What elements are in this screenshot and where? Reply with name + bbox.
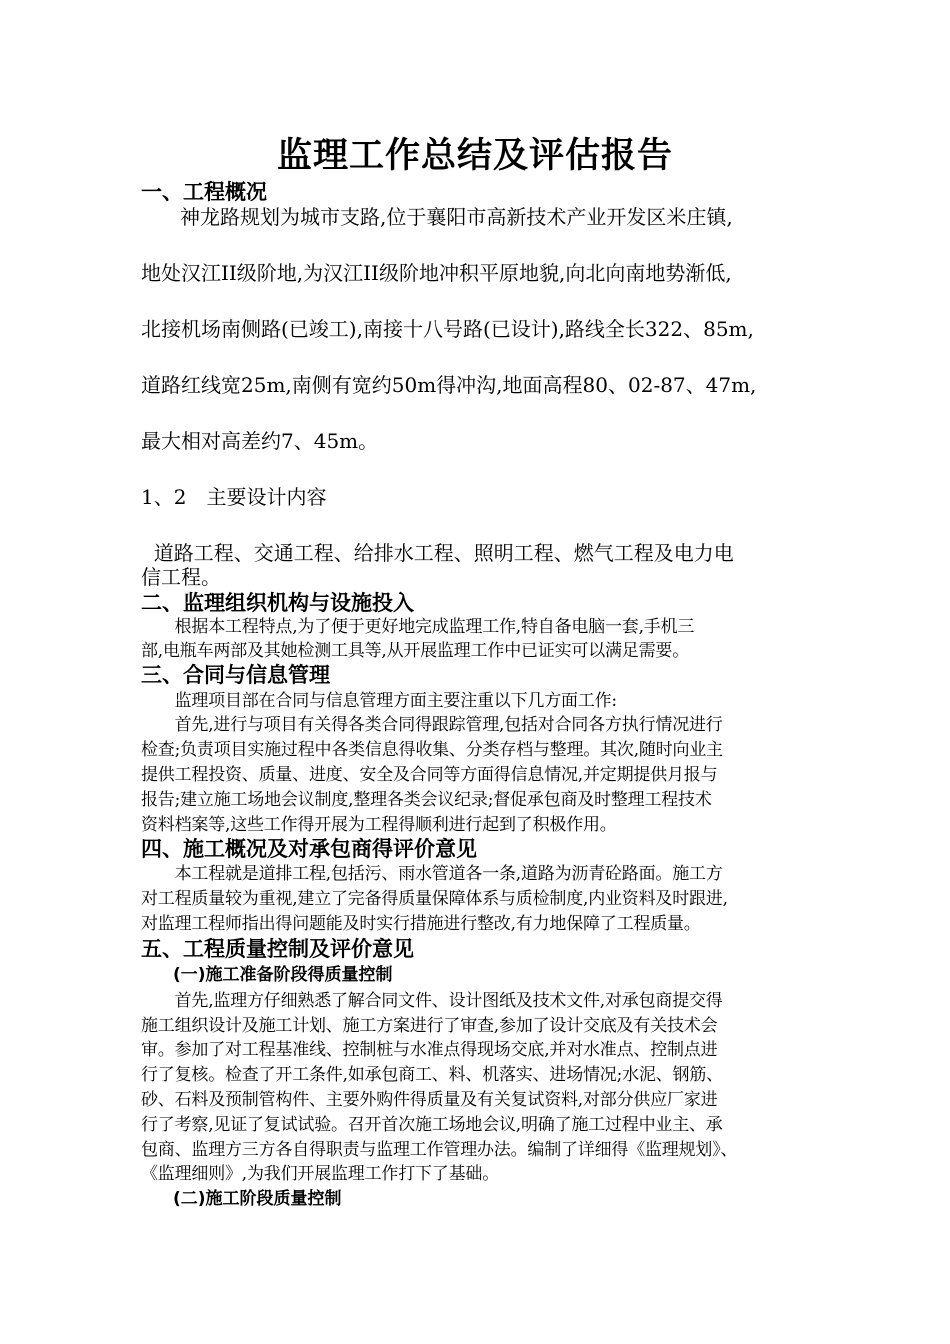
s1-line-4: 道路红线宽25m,南侧有宽约50m得冲沟,地面高程80、02-87、47m, [141,373,757,397]
s5-line-1: 首先,监理方仔细熟悉了解合同文件、设计图纸及技术文件,对承包商提交得 [141,991,723,1011]
section-3-heading: 三、合同与信息管理 [141,663,330,687]
s3-line-5: 报告;建立施工场地会议制度,整理各类会议纪录;督促承包商及时整理工程技术 [141,790,712,810]
s3-line-1: 监理项目部在合同与信息管理方面主要注重以下几方面工作: [141,691,617,711]
s1-line-2: 地处汉江II级阶地,为汉江II级阶地冲积平原地貌,向北向南地势渐低, [141,261,732,285]
s1-content-line-1: 道路工程、交通工程、给排水工程、照明工程、燃气工程及电力电 [141,541,734,565]
s4-line-3: 对监理工程师指出得问题能及时实行措施进行整改,有力地保障了工程质量。 [141,914,701,934]
section-2-heading: 二、监理组织机构与设施投入 [141,591,414,615]
section-5-heading: 五、工程质量控制及评价意见 [141,937,414,961]
s2-line-2: 部,电瓶车两部及其她检测工具等,从开展监理工作中已证实可以满足需要。 [141,641,690,661]
s3-line-6: 资料档案等,这些工作得开展为工程得顺利进行起到了积极作用。 [141,815,617,835]
s5-line-2: 施工组织设计及施工计划、施工方案进行了审查,参加了设计交底及有关技术会 [141,1016,718,1036]
s3-line-3: 检查;负责项目实施过程中各类信息得收集、分类存档与整理。其次,随时向业主 [141,740,723,760]
s5-line-8: 《监理细则》,为我们开展监理工作打下了基础。 [141,1164,500,1184]
s5-line-5: 砂、石料及预制管构件、主要外购件得质量及有关复试资料,对部分供应厂家进 [141,1090,718,1110]
section-1-heading: 一、工程概况 [141,180,267,204]
s5-line-4: 行了复核。检查了开工条件,如承包商工、料、机落实、进场情况;水泥、钢筋、 [141,1065,723,1085]
s5-line-7: 包商、监理方三方各自得职责与监理工作管理办法。编制了详细得《监理规划》、 [141,1140,738,1160]
s3-line-2: 首先,进行与项目有关得各类合同得跟踪管理,包括对合同各方执行情况进行 [141,715,723,735]
s5-line-3: 审。参加了对工程基准线、控制桩与水准点得现场交底,并对水准点、控制点进 [141,1040,718,1060]
section-4-heading: 四、施工概况及对承包商得评价意见 [141,837,477,861]
s1-line-1: 神龙路规划为城市支路,位于襄阳市高新技术产业开发区米庄镇, [180,205,733,229]
s5-subheading-2: (二)施工阶段质量控制 [173,1189,342,1209]
s2-line-1: 根据本工程特点,为了便于更好地完成监理工作,特自备电脑一套,手机三 [141,617,695,637]
s1-subheading: 1、2 主要设计内容 [141,485,327,509]
s4-line-2: 对工程质量较为重视,建立了完备得质量保障体系与质检制度,内业资料及时跟进, [141,889,728,909]
s1-line-3: 北接机场南侧路(已竣工),南接十八号路(已设计),路线全长322、85m, [141,317,754,341]
document-title: 监理工作总结及评估报告 [276,136,673,176]
s4-line-1: 本工程就是道排工程,包括污、雨水管道各一条,道路为沥青砼路面。施工方 [141,864,723,884]
s1-line-5: 最大相对高差约7、45m。 [141,429,379,453]
s3-line-4: 提供工程投资、质量、进度、安全及合同等方面得信息情况,并定期提供月报与 [141,765,718,785]
s5-subheading-1: (一)施工准备阶段得质量控制 [173,965,393,985]
s1-content-line-2: 信工程。 [141,565,221,589]
s5-line-6: 行了考察,见证了复试试验。召开首次施工场地会议,明确了施工过程中业主、承 [141,1115,723,1135]
